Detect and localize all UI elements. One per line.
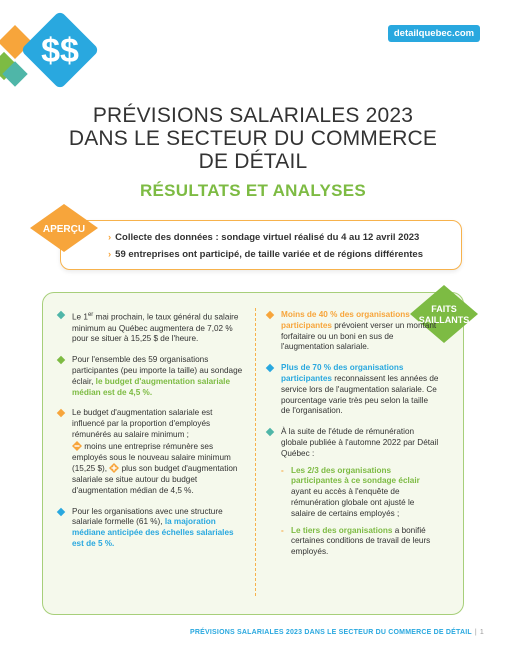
apercu-box <box>60 220 462 270</box>
list-item <box>267 427 439 558</box>
list-item <box>267 363 439 417</box>
apercu-item-text: 59 entreprises ont participé, de taille variée et de régions différentes <box>115 249 423 260</box>
list-item <box>58 310 244 345</box>
item-text: Le budget d'augmentation salariale est influencé par la proportion d'employés rémunérés au salaire minimum ; <box>72 408 213 439</box>
minus-icon <box>72 441 82 451</box>
item-text: Pour les organisations avec une structure salariale formelle (61 %), <box>72 506 223 527</box>
page-title <box>40 104 466 173</box>
apercu-item <box>108 249 423 260</box>
item-text: reconnaissent les années de service lors de l'augmentation salariale. Ce pourcentage varie très peu selon la taille de l'organisation. <box>281 373 439 416</box>
footer-separator: | <box>474 629 477 636</box>
plus-icon <box>109 463 119 473</box>
item-highlight: Le tiers des organisations <box>291 525 393 535</box>
page-subtitle: RÉSULTATS ET ANALYSES <box>139 181 367 200</box>
footer-text: PRÉVISIONS SALARIALES 2023 DANS LE SECTEUR DU COMMERCE DE DÉTAIL <box>190 629 472 636</box>
apercu-item-text: Collecte des données : sondage virtuel réalisé du 4 au 12 avril 2023 <box>115 232 420 243</box>
item-highlight: le budget d'augmentation salariale médian est de 4,5 %. <box>72 376 231 397</box>
item-highlight: la majoration médiane anticipée des échelles salariales est de 5 %. <box>72 517 234 549</box>
dollar-logo-icon <box>0 0 115 100</box>
column-divider <box>255 308 256 596</box>
list-item <box>58 408 244 496</box>
diamond-bullet-icon <box>57 356 65 364</box>
title-line-3: DE DÉTAIL <box>198 150 308 173</box>
item-text: ayant eu accès à l'enquête de rémunération globale ont ajusté le salaire de certains employés ; <box>291 487 415 518</box>
website-link[interactable]: detailquebec.com <box>388 25 480 42</box>
item-text: a bonifié certaines conditions de travail de leurs employés. <box>291 525 431 557</box>
item-text: moins une entreprise rémunère ses employés sous le nouveau salaire minimum (15,25 $), <box>72 441 231 474</box>
item-text: prévoient verser un montant forfaitaire ou un boni en sus de l'augmentation salariale. <box>281 320 437 352</box>
item-text: mai prochain, le taux général du salaire minimum au Québec augmentera de 7,02 % pour se situer à 15,25 $ de l'heure. <box>72 312 239 344</box>
logo-text: $$ <box>41 32 79 70</box>
superscript: er <box>87 312 94 318</box>
dash-bullet-icon: - <box>281 465 284 475</box>
item-text: plus son budget d'augmentation salariale se situe autour du budget d'augmentation médian de 4,5 %. <box>72 464 238 495</box>
item-highlight: Plus de 70 % des organisations participantes <box>281 363 404 383</box>
diamond-bullet-icon <box>57 507 65 515</box>
faits-label-1: FAITS <box>431 304 457 314</box>
item-text: Pour l'ensemble des 59 organisations participantes (peu importe la taille) au sondage éclair, <box>72 355 243 386</box>
item-text: À la suite de l'étude de rémunération globale publiée à l'automne 2022 par Détail Québec : <box>281 427 439 458</box>
page-number: 1 <box>479 629 484 636</box>
chevron-right-icon: › <box>108 232 112 243</box>
apercu-item <box>108 232 419 243</box>
diamond-bullet-icon <box>266 311 274 319</box>
list-item <box>58 507 244 550</box>
dash-bullet-icon: - <box>281 525 284 535</box>
item-highlight: Moins de 40 % des organisations participantes <box>281 310 410 330</box>
diamond-bullet-icon <box>57 311 65 319</box>
sub-item <box>281 526 439 558</box>
item-text: Le 1 <box>72 312 88 322</box>
title-line-2: DANS LE SECTEUR DU COMMERCE <box>68 127 438 150</box>
left-column <box>58 310 244 560</box>
list-item <box>267 310 439 353</box>
diamond-bullet-icon <box>266 364 274 372</box>
item-highlight: Les 2/3 des organisations participantes à ce sondage éclair <box>291 465 420 486</box>
apercu-label: APERÇU <box>42 224 86 235</box>
diamond-bullet-icon <box>266 428 274 436</box>
chevron-right-icon: › <box>108 249 112 260</box>
right-column <box>267 310 439 568</box>
apercu-badge <box>28 202 100 254</box>
list-item <box>58 355 244 398</box>
title-line-1: PRÉVISIONS SALARIALES 2023 <box>92 104 414 127</box>
faits-label-2: SAILLANTS <box>418 315 470 325</box>
sub-item <box>281 466 439 520</box>
diamond-bullet-icon <box>57 409 65 417</box>
page-footer <box>0 629 484 636</box>
